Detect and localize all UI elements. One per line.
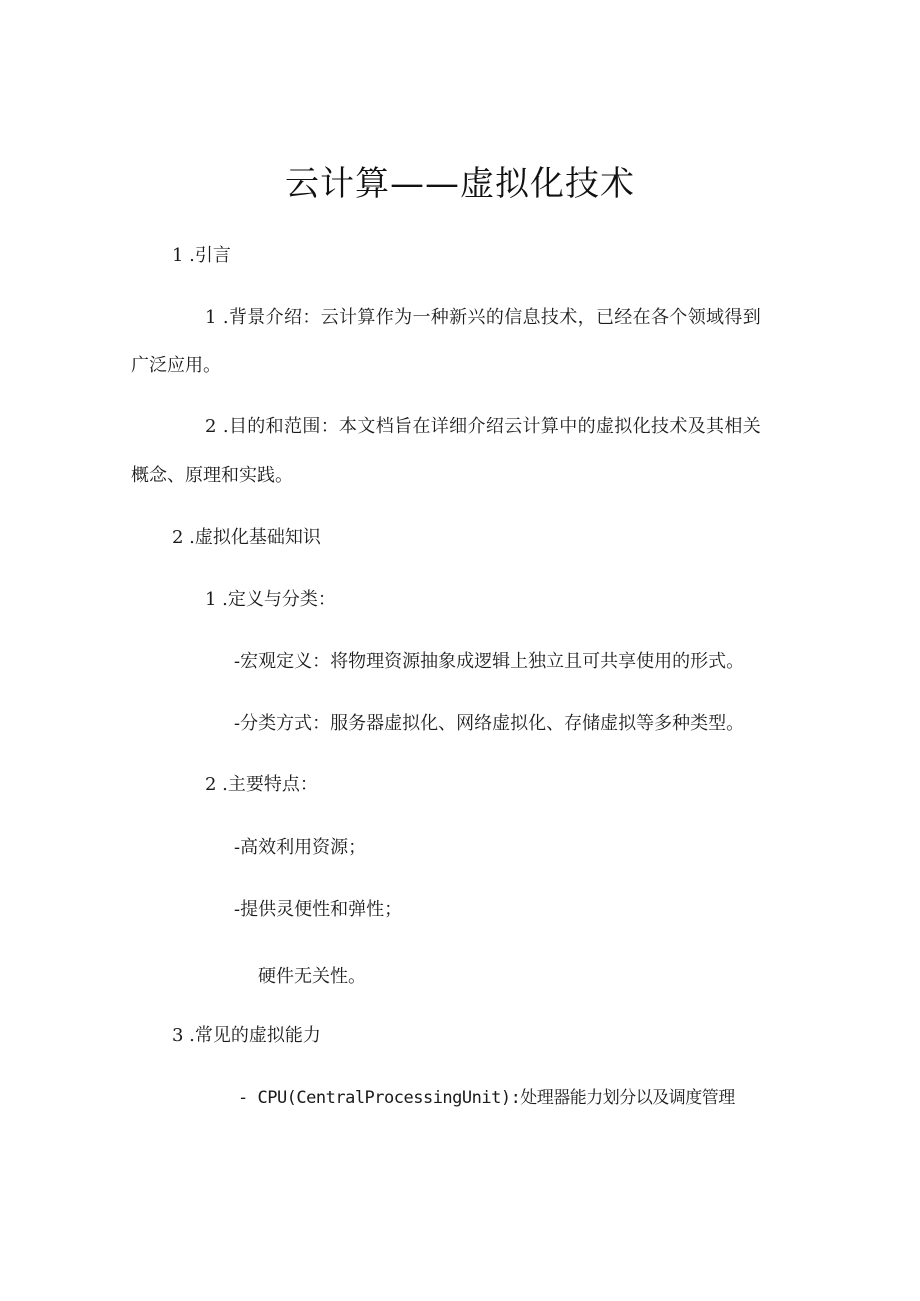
subheading-definition: 1 .定义与分类： [205,589,336,610]
heading-virtualization-basics: 2 .虚拟化基础知识 [172,527,321,548]
list-item-classification: -分类方式：服务器虚拟化、网络虚拟化、存储虚拟等多种类型。 [234,713,745,734]
paragraph-background-line2: 广泛应用。 [131,355,221,376]
list-item-macro-definition: -宏观定义：将物理资源抽象成逻辑上独立且可共享使用的形式。 [234,651,745,672]
paragraph-scope-line1: 2 .目的和范围：本文档旨在详细介绍云计算中的虚拟化技术及其相关 [205,416,762,437]
list-item-efficiency: -高效利用资源； [234,837,367,858]
heading-introduction: 1 .引言 [172,245,231,266]
heading-common-capabilities: 3 .常见的虚拟能力 [172,1025,321,1046]
paragraph-scope-line2: 概念、原理和实践。 [131,465,293,486]
document-title: 云计算——虚拟化技术 [285,164,635,204]
list-item-flexibility: -提供灵便性和弹性； [234,899,403,920]
subheading-features: 2 .主要特点： [205,774,318,795]
list-item-hardware-independence: 硬件无关性。 [258,966,366,987]
paragraph-background-line1: 1 .背景介绍：云计算作为一种新兴的信息技术，已经在各个领域得到 [205,307,762,328]
list-item-cpu: - CPU(CentralProcessingUnit):处理器能力划分以及调度管理 [238,1088,735,1108]
